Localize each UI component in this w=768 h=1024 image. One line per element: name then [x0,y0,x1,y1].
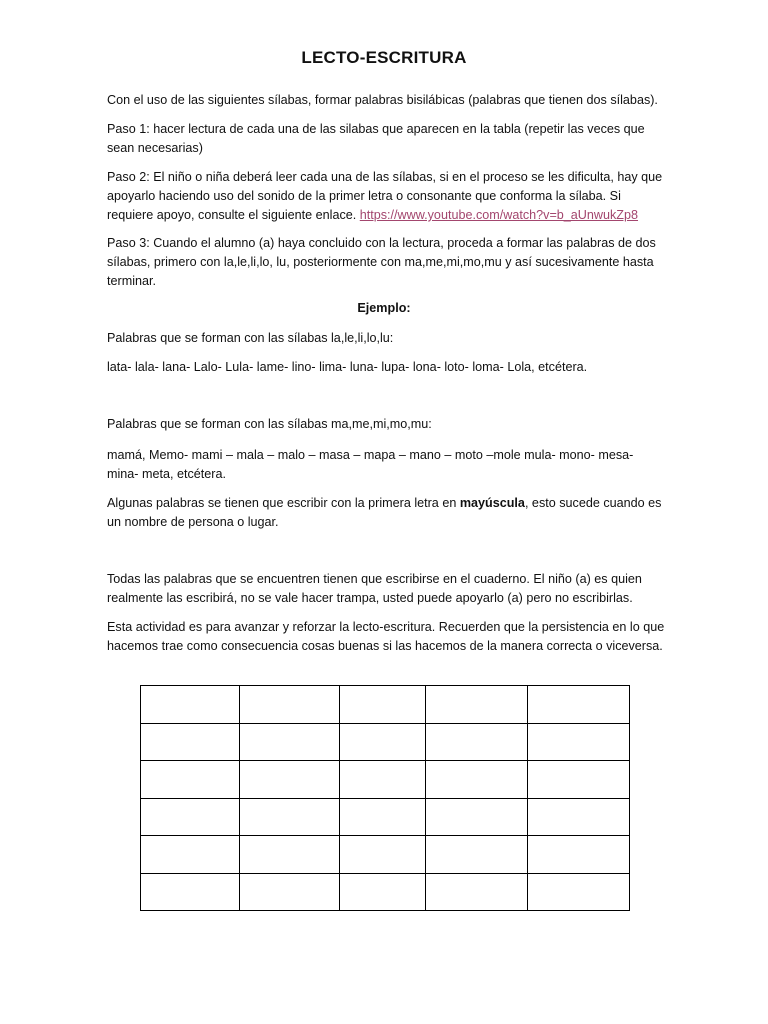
table-cell [240,836,340,874]
mayuscula-note-post: , esto sucede cuando es [524,496,662,510]
table-cell [340,761,426,799]
table-cell [528,836,630,874]
table-cell [528,723,630,761]
mayuscula-note-bold: mayúscula [459,496,525,510]
table-cell [528,798,630,836]
paso2-line-text: requiere apoyo, consulte el siguiente enlace. [107,208,360,222]
table-row [141,686,630,724]
table-cell [528,873,630,911]
table-cell [528,686,630,724]
ejemplo-ma-words-line: mina- meta, etcétera. [107,467,226,481]
cuaderno-note [107,570,667,608]
actividad-note-line: hacemos trae como consecuencia cosas buenas si las hacemos de la manera correcta o viceversa. [107,639,663,653]
table-cell [528,761,630,799]
table-cell [141,723,240,761]
table-cell [426,761,528,799]
ejemplo-heading: Ejemplo: [357,301,411,315]
table-row [141,873,630,911]
ejemplo-ma-words [107,446,667,484]
table-row [141,836,630,874]
table-cell [426,836,528,874]
cuaderno-note-line: Todas las palabras que se encuentren tienen que escribirse en el cuaderno. El niño (a) es quien [107,572,642,586]
mayuscula-note-pre: Algunas palabras se tienen que escribir con la primera letra en [107,496,460,510]
table-row [141,798,630,836]
paso1-paragraph [107,120,667,158]
table-cell [340,873,426,911]
ejemplo-la-words-text: lata- lala- lana- Lalo- Lula- lame- lino- lima- luna- lupa- lona- loto- loma- Lola, etcétera. [107,360,588,374]
page-title: LECTO-ESCRITURA [301,48,467,67]
table-cell [340,686,426,724]
youtube-link[interactable]: https://www.youtube.com/watch?v=b_aUnwukZp8 [359,208,639,222]
table-cell [141,873,240,911]
intro-paragraph [107,91,667,110]
paso1-line: sean necesarias) [107,141,203,155]
table-cell [240,761,340,799]
table-cell [340,723,426,761]
ejemplo-la-intro [107,329,667,348]
paso3-line: terminar. [107,274,156,288]
syllable-table [140,685,630,911]
table-cell [141,761,240,799]
paso3-line: Paso 3: Cuando el alumno (a) haya concluido con la lectura, proceda a formar las palabras de dos [107,236,656,250]
mayuscula-note-line: un nombre de persona o lugar. [107,515,279,529]
paso2-paragraph [107,168,667,225]
ejemplo-ma-words-line: mamá, Memo- mami – mala – malo – masa – mapa – mano – moto –mole mula- mono- mesa- [107,448,634,462]
intro-text: Con el uso de las siguientes sílabas, formar palabras bisilábicas (palabras que tienen dos sílabas). [107,93,658,107]
actividad-note-line: Esta actividad es para avanzar y reforzar la lecto-escritura. Recuerden que la persistencia en lo que [107,620,665,634]
table-row [141,723,630,761]
paso1-line: Paso 1: hacer lectura de cada una de las silabas que aparecen en la tabla (repetir las veces que [107,122,645,136]
table-cell [240,798,340,836]
paso2-line [107,206,667,225]
table-cell [141,836,240,874]
mayuscula-note [107,494,667,532]
table-cell [340,798,426,836]
table-row [141,761,630,799]
table-cell [426,723,528,761]
ejemplo-ma-intro-text: Palabras que se forman con las sílabas ma,me,mi,mo,mu: [107,417,432,431]
table-cell [240,686,340,724]
paso3-paragraph [107,234,667,291]
ejemplo-ma-intro [107,415,667,434]
table-cell [240,723,340,761]
table-cell [340,836,426,874]
table-cell [426,873,528,911]
cuaderno-note-line: realmente las escribirá, no se vale hacer trampa, usted puede apoyarlo (a) pero no escribirlas. [107,591,633,605]
actividad-note [107,618,667,656]
table-cell [141,798,240,836]
paso3-line: sílabas, primero con la,le,li,lo, lu, posteriormente con ma,me,mi,mo,mu y así sucesivamente hasta [107,255,654,269]
table-cell [426,686,528,724]
paso2-line: apoyarlo haciendo uso del sonido de la primer letra o consonante que conforma la sílaba. Si [107,189,621,203]
ejemplo-la-words [107,358,667,377]
ejemplo-la-intro-text: Palabras que se forman con las sílabas la,le,li,lo,lu: [107,331,394,345]
mayuscula-note-line [107,494,667,513]
paso2-line: Paso 2: El niño o niña deberá leer cada una de las sílabas, si en el proceso se les dificulta, hay que [107,170,663,184]
table-cell [141,686,240,724]
table-cell [426,798,528,836]
table-cell [240,873,340,911]
